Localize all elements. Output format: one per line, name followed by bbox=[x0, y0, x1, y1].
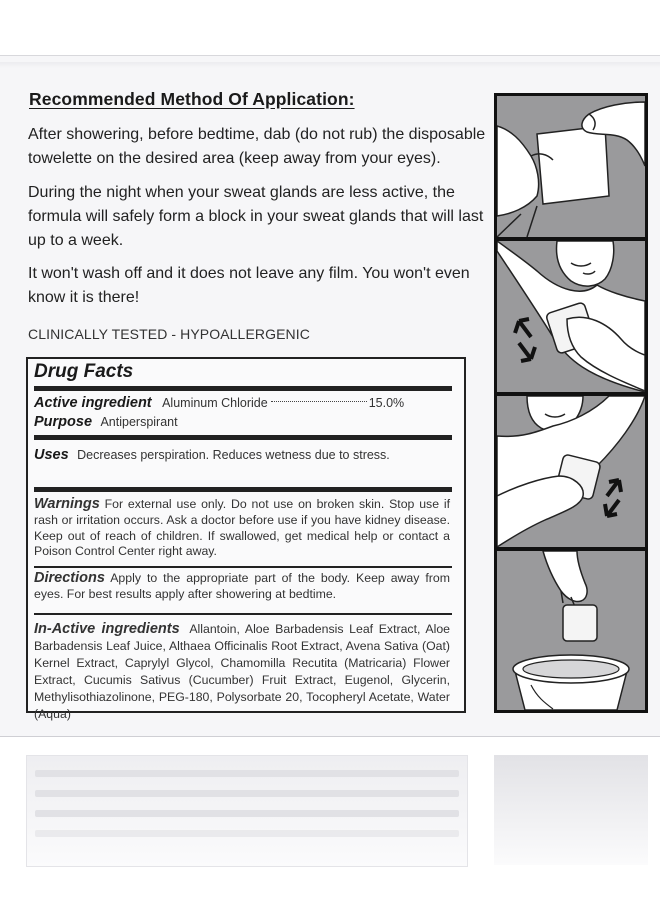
drug-facts-rule-top bbox=[34, 386, 452, 391]
application-paragraph-3: It won't wash off and it does not leave any film. You won't even know it is there! bbox=[28, 265, 470, 306]
uses-label: Uses bbox=[34, 447, 69, 463]
directions-text: Apply to the appropriate part of the body. Keep away from eyes. For best results apply after showering at bedtime. bbox=[34, 571, 450, 601]
illustration-open-towelette bbox=[497, 96, 645, 237]
active-ingredient-row bbox=[34, 394, 452, 412]
clinically-tested-label: CLINICALLY TESTED - HYPOALLERGENIC bbox=[28, 326, 310, 342]
drug-facts-rule-4 bbox=[34, 566, 452, 568]
uses-row bbox=[34, 446, 452, 464]
active-ingredient-label: Active ingredient bbox=[34, 395, 152, 411]
active-ingredient-amount: 15.0% bbox=[368, 396, 405, 410]
reflection-line bbox=[35, 830, 459, 837]
trash-can-icon bbox=[497, 551, 645, 710]
illustration-dab-left-underarm bbox=[497, 396, 645, 547]
reflection-line bbox=[35, 770, 459, 777]
directions-block bbox=[34, 571, 450, 603]
application-paragraph-2: During the night when your sweat glands are less active, the formula will safely form a block in your sweat glands that will last up to a week. bbox=[28, 184, 484, 249]
uses-text: Decreases perspiration. Reduces wetness due to stress. bbox=[77, 448, 390, 462]
drug-facts-panel bbox=[26, 357, 466, 721]
illustration-dab-right-underarm bbox=[497, 241, 645, 392]
purpose-label: Purpose bbox=[34, 414, 93, 430]
illustration-dispose-towelette bbox=[497, 551, 645, 710]
drug-facts-rule-5 bbox=[34, 613, 452, 615]
purpose-text: Antiperspirant bbox=[100, 415, 178, 429]
application-heading: Recommended Method Of Application: bbox=[29, 89, 355, 109]
open-towelette-icon bbox=[497, 96, 645, 237]
reflection-drug-facts bbox=[26, 755, 468, 867]
dab-underarm-icon bbox=[497, 241, 645, 392]
active-ingredient-name: Aluminum Chloride bbox=[162, 396, 268, 410]
drug-facts-rule-3 bbox=[34, 487, 452, 492]
dotted-leader bbox=[271, 401, 367, 402]
drug-facts-title: Drug Facts bbox=[34, 361, 134, 382]
warnings-text: For external use only. Do not use on broken skin. Stop use if rash or irritation occurs. Ask a doctor before use if you have kidney disease. Keep out of reach of children. If swallowed, get medical help or contact a Poison Control Center right away. bbox=[34, 497, 450, 559]
inactive-ingredients-label: In-Active ingredients bbox=[34, 621, 180, 637]
reflection-illustration bbox=[494, 755, 648, 865]
dab-underarm-icon bbox=[497, 396, 645, 547]
inactive-ingredients-text: Allantoin, Aloe Barbadensis Leaf Extract, Aloe Barbadensis Leaf Juice, Althaea Officinalis Root Extract, Avena Sativa (Oat) Kernel Extract, Caprylyl Glycol, Chamomilla Recutita (Matricaria) Flower Extract, Cucumis Sativus (Cucumber) Fruit Extract, Eugenol, Glycerin, Methylisothiazolinone, PEG-180, Polysorbate 20, Tocopheryl Acetate, Water (Aqua) bbox=[34, 622, 450, 721]
box-top-edge bbox=[0, 62, 660, 68]
warnings-label: Warnings bbox=[34, 496, 100, 512]
purpose-row bbox=[34, 413, 452, 431]
surface-reflection bbox=[0, 745, 660, 875]
reflection-line bbox=[35, 810, 459, 817]
application-paragraph-1: After showering, before bedtime, dab (do not rub) the disposable towelette on the desired area (keep away from your eyes). bbox=[28, 126, 486, 167]
warnings-block bbox=[34, 497, 450, 560]
directions-label: Directions bbox=[34, 570, 105, 586]
reflection-line bbox=[35, 790, 459, 797]
drug-facts-rule-2 bbox=[34, 435, 452, 440]
inactive-ingredients-block bbox=[34, 621, 450, 723]
application-illustrations bbox=[494, 93, 648, 713]
